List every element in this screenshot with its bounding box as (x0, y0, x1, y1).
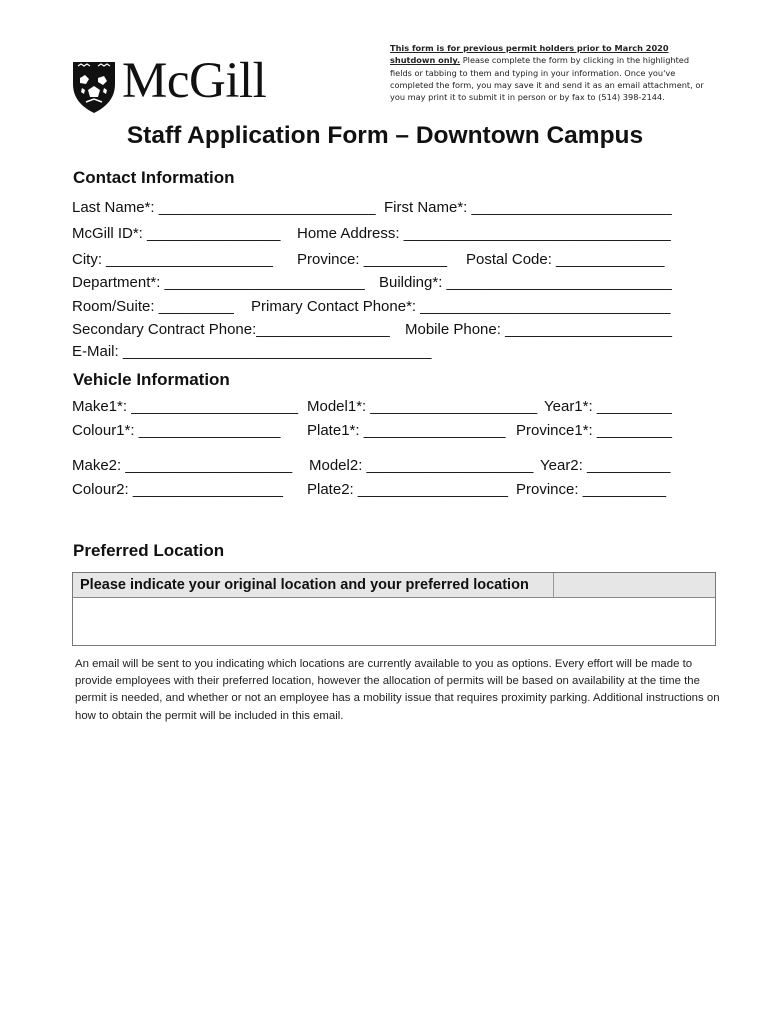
form-notice (390, 42, 710, 103)
plate1-field[interactable]: Plate1*: _________________ (307, 422, 506, 439)
primary-phone-field[interactable]: Primary Contact Phone*: ______________________________ (251, 298, 671, 315)
page-title: Staff Application Form – Downtown Campus (126, 122, 644, 149)
province2-field[interactable]: Province: __________ (516, 481, 667, 498)
room-suite-field[interactable]: Room/Suite: _________ (72, 298, 234, 315)
city-field[interactable]: City: ____________________ (72, 251, 274, 268)
model2-field[interactable]: Model2: ____________________ (309, 457, 534, 474)
colour1-field[interactable]: Colour1*: _________________ (72, 422, 281, 439)
first-name-field[interactable]: First Name*: ________________________ (384, 199, 672, 216)
plate2-field[interactable]: Plate2: __________________ (307, 481, 509, 498)
province1-field[interactable]: Province1*: _________ (516, 422, 672, 439)
postal-code-field[interactable]: Postal Code: _____________ (466, 251, 665, 268)
preferred-heading: Preferred Location (73, 541, 225, 560)
contact-heading: Contact Information (73, 168, 235, 187)
colour2-field[interactable]: Colour2: __________________ (72, 481, 284, 498)
instructions-paragraph: An email will be sent to you indicating which locations are currently available to you as options. Every effort will be made to provide employees with their preferred location, however the allocation of permits will be based on availability at the time the permit is needed, and whether or not an employee has a mobility issue that requires proximity parking. Additional instructions on how to obtain the permit will be included in this email. (75, 658, 720, 722)
header-divider (553, 573, 554, 597)
building-field[interactable]: Building*: ___________________________ (379, 274, 672, 291)
location-table (72, 572, 716, 646)
secondary-phone-field[interactable]: Secondary Contract Phone:________________ (72, 321, 390, 338)
location-table-header (73, 573, 715, 598)
mcgill-wordmark: McGill (122, 53, 267, 109)
department-field[interactable]: Department*: ________________________ (72, 274, 365, 291)
notice-bold: This form is for previous permit holders prior to March 2020 shutdown only. (390, 43, 669, 66)
last-name-field[interactable]: Last Name*: __________________________ (72, 199, 376, 216)
mcgill-crest-icon (70, 58, 118, 114)
mcgill-id-field[interactable]: McGill ID*: ________________ (72, 225, 281, 242)
location-input-cell[interactable] (73, 598, 715, 646)
make1-field[interactable]: Make1*: ____________________ (72, 398, 299, 415)
year2-field[interactable]: Year2: __________ (540, 457, 671, 474)
year1-field[interactable]: Year1*: _________ (544, 398, 672, 415)
make2-field[interactable]: Make2: ____________________ (72, 457, 293, 474)
province-field[interactable]: Province: __________ (297, 251, 448, 268)
mobile-phone-field[interactable]: Mobile Phone: ____________________ (405, 321, 672, 338)
email-field[interactable]: E-Mail: _____________________________________ (72, 343, 432, 360)
location-table-header-text: Please indicate your original location and your preferred location (80, 577, 529, 593)
notice-text: Please complete the form by clicking in the highlighted fields or tabbing to them and typing in your information. Once you've completed the form, you may save it and send it as an email attachment, or you may print it to submit it in person or by fax to (514) 398-2144. (390, 55, 704, 103)
model1-field[interactable]: Model1*: ____________________ (307, 398, 538, 415)
home-address-field[interactable]: Home Address: ________________________________ (297, 225, 671, 242)
vehicle-heading: Vehicle Information (73, 370, 230, 389)
